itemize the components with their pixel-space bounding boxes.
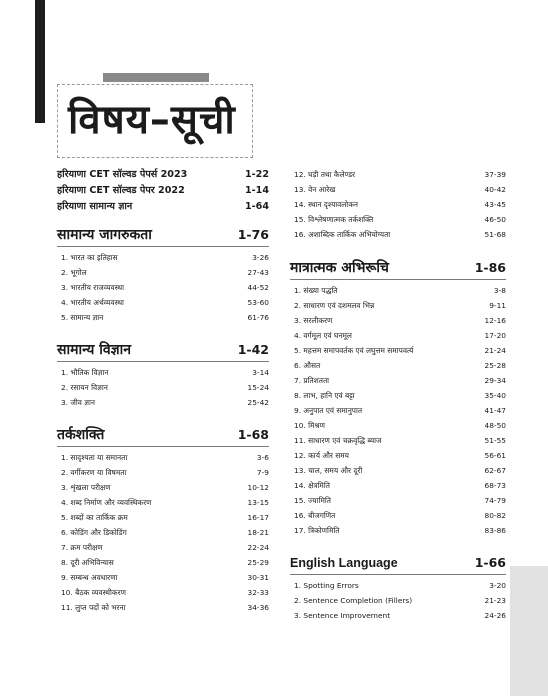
section-heading-gk: [57, 225, 269, 247]
item-pages: 56-61: [484, 451, 506, 460]
item-pages: 3-6: [256, 453, 269, 462]
item-label: 15. ज्यामिति: [294, 496, 331, 505]
toc-item: [290, 182, 506, 197]
section-title: सामान्य विज्ञान: [57, 342, 131, 358]
toc-item: [290, 343, 506, 358]
item-label: 4. वर्गमूल एवं घनमूल: [294, 331, 352, 340]
section-pages: 1-76: [237, 227, 269, 242]
item-pages: 29-34: [484, 376, 506, 385]
item-pages: 30-31: [247, 573, 269, 582]
item-label: 5. शब्दों का तार्किक क्रम: [61, 513, 128, 522]
toc-left-column: [57, 167, 269, 615]
page-title: विषय–सूची: [68, 97, 236, 143]
section-heading-quant: [290, 258, 506, 280]
item-pages: 32-33: [247, 588, 269, 597]
decorative-grey-tab: [510, 566, 548, 696]
item-label: 9. सम्बन्ध अवधारणा: [61, 573, 118, 582]
toc-item: [57, 280, 269, 295]
item-pages: 18-21: [247, 528, 269, 537]
section-pages: 1-66: [474, 555, 506, 570]
toc-item: [57, 380, 269, 395]
item-label: 1. संख्या पद्धति: [294, 286, 338, 295]
item-pages: 22-24: [247, 543, 269, 552]
toc-right-column: [290, 167, 506, 623]
toc-top-entry: [57, 167, 269, 183]
item-label: 1. सादृश्यता या समानता: [61, 453, 128, 462]
section-items-english: [290, 578, 506, 623]
toc-item: [290, 578, 506, 593]
section-pages: 1-86: [474, 260, 506, 275]
item-label: 3. Sentence Improvement: [294, 611, 391, 620]
toc-item: [57, 310, 269, 325]
toc-item: [57, 250, 269, 265]
toc-item: [290, 388, 506, 403]
section-title: तर्कशक्ति: [57, 427, 105, 443]
toc-item: [290, 197, 506, 212]
item-label: 10. बैठक व्यवस्थीकरण: [61, 588, 126, 597]
toc-top-entry: [57, 183, 269, 199]
item-label: 2. साधारण एवं दशमलव भिन्न: [294, 301, 375, 310]
section-title: सामान्य जागरुकता: [57, 227, 152, 243]
toc-item: [57, 295, 269, 310]
item-pages: 62-67: [484, 466, 506, 475]
item-label: 7. क्रम परीक्षण: [61, 543, 103, 552]
item-label: 7. प्रतिशतता: [294, 376, 330, 385]
item-pages: 3-26: [252, 253, 269, 262]
entry-label: हरियाणा CET सॉल्वड पेपर्स 2023: [57, 169, 188, 180]
item-pages: 74-79: [484, 496, 506, 505]
item-label: 13. चाल, समय और दूरी: [294, 466, 363, 475]
item-pages: 48-50: [484, 421, 506, 430]
toc-item: [57, 540, 269, 555]
toc-item: [57, 395, 269, 410]
item-pages: 51-68: [484, 230, 506, 239]
item-label: 2. Sentence Completion (Fillers): [294, 596, 413, 605]
toc-item: [57, 265, 269, 280]
item-pages: 83-86: [484, 526, 506, 535]
item-pages: 44-52: [247, 283, 269, 292]
toc-item: [57, 365, 269, 380]
item-pages: 37-39: [484, 170, 506, 179]
toc-item: [290, 167, 506, 182]
toc-item: [290, 448, 506, 463]
item-pages: 10-12: [247, 483, 269, 492]
toc-item: [290, 283, 506, 298]
entry-label: हरियाणा सामान्य ज्ञान: [57, 201, 133, 212]
section-items-quant: [290, 283, 506, 538]
item-label: 3. भारतीय राजव्यवस्था: [61, 283, 125, 292]
toc-item: [57, 465, 269, 480]
toc-item: [57, 570, 269, 585]
toc-top-entry: [57, 199, 269, 215]
item-label: 2. भूगोल: [61, 268, 87, 277]
item-pages: 68-73: [484, 481, 506, 490]
section-pages: 1-68: [237, 427, 269, 442]
item-label: 14. क्षेत्रमिति: [294, 481, 330, 490]
item-pages: 53-60: [247, 298, 269, 307]
section-items-gk: [57, 250, 269, 325]
item-pages: 3-8: [493, 286, 506, 295]
section-title: English Language: [290, 556, 398, 570]
item-label: 6. कोडिंग और डिकोडिंग: [61, 528, 127, 537]
item-label: 15. विश्लेषणात्मक तर्कशक्ति: [294, 215, 374, 224]
item-pages: 17-20: [484, 331, 506, 340]
item-label: 17. त्रिकोणमिति: [294, 526, 340, 535]
item-label: 11. साधारण एवं चक्रवृद्धि ब्याज: [294, 436, 382, 445]
item-label: 8. दूरी अभिविन्यास: [61, 558, 114, 567]
item-label: 3. सरलीकरण: [294, 316, 333, 325]
item-pages: 25-28: [484, 361, 506, 370]
toc-item: [290, 508, 506, 523]
section-items-reasoning: [57, 450, 269, 615]
item-label: 10. मिश्रण: [294, 421, 326, 430]
item-pages: 25-29: [247, 558, 269, 567]
item-label: 9. अनुपात एवं समानुपात: [294, 406, 363, 415]
toc-item: [290, 523, 506, 538]
item-pages: 13-15: [247, 498, 269, 507]
toc-item: [57, 585, 269, 600]
toc-item: [290, 493, 506, 508]
item-label: 16. अशाब्दिक तार्किक अभियोग्यता: [294, 230, 391, 239]
toc-item: [290, 298, 506, 313]
toc-item: [57, 510, 269, 525]
item-label: 4. शब्द निर्माण और व्यवस्थिकरण: [61, 498, 152, 507]
item-pages: 9-11: [489, 301, 506, 310]
section-heading-science: [57, 340, 269, 362]
toc-item: [57, 600, 269, 615]
item-pages: 40-42: [484, 185, 506, 194]
item-pages: 12-16: [484, 316, 506, 325]
toc-item: [57, 480, 269, 495]
toc-item: [290, 313, 506, 328]
item-label: 12. कार्य और समय: [294, 451, 349, 460]
item-label: 2. वर्गीकरण या विषमता: [61, 468, 127, 477]
item-label: 1. भौतिक विज्ञान: [61, 368, 109, 377]
item-label: 14. स्थान दृश्यावलोकन: [294, 200, 358, 209]
title-decor-strip: [103, 73, 209, 82]
item-pages: 46-50: [484, 215, 506, 224]
toc-item: [290, 593, 506, 608]
item-label: 3. शृंखला परीक्षण: [61, 483, 111, 492]
title-box: [57, 84, 253, 158]
toc-item: [290, 403, 506, 418]
section-pages: 1-42: [237, 342, 269, 357]
item-label: 13. वेन आरेख: [294, 185, 336, 194]
toc-item: [290, 463, 506, 478]
toc-item: [290, 358, 506, 373]
item-pages: 15-24: [247, 383, 269, 392]
toc-item: [57, 495, 269, 510]
item-label: 11. लुप्त पदों को भरना: [61, 603, 126, 612]
item-label: 16. बीजगणित: [294, 511, 336, 520]
decorative-black-bar: [35, 0, 45, 123]
toc-item: [290, 433, 506, 448]
section-items-science: [57, 365, 269, 410]
item-pages: 43-45: [484, 200, 506, 209]
item-pages: 3-14: [252, 368, 269, 377]
toc-item: [57, 525, 269, 540]
toc-item: [290, 478, 506, 493]
item-label: 5. सामान्य ज्ञान: [61, 313, 104, 322]
item-label: 3. जीव ज्ञान: [61, 398, 96, 407]
toc-item: [57, 450, 269, 465]
item-label: 6. औसत: [294, 361, 321, 370]
item-label: 8. लाभ, हानि एवं बट्टा: [294, 391, 355, 400]
item-pages: 41-47: [484, 406, 506, 415]
item-label: 1. भारत का इतिहास: [61, 253, 118, 262]
item-pages: 25-42: [247, 398, 269, 407]
item-pages: 61-76: [247, 313, 269, 322]
section-heading-english: [290, 553, 506, 575]
item-pages: 80-82: [484, 511, 506, 520]
toc-item: [57, 555, 269, 570]
toc-item: [290, 227, 506, 242]
toc-item: [290, 373, 506, 388]
toc-item: [290, 212, 506, 227]
section-items-reasoning-continued: [290, 167, 506, 242]
section-heading-reasoning: [57, 425, 269, 447]
item-pages: 16-17: [247, 513, 269, 522]
entry-pages: 1-64: [244, 201, 269, 212]
item-label: 12. घड़ी तथा कैलेण्डर: [294, 170, 356, 179]
entry-pages: 1-14: [244, 185, 269, 196]
item-pages: 34-36: [247, 603, 269, 612]
section-title: मात्रात्मक अभिरूचि: [290, 260, 389, 276]
entry-pages: 1-22: [244, 169, 269, 180]
item-pages: 51-55: [484, 436, 506, 445]
item-label: 1. Spotting Errors: [294, 581, 359, 590]
toc-item: [290, 328, 506, 343]
toc-item: [290, 418, 506, 433]
item-pages: 7-9: [256, 468, 269, 477]
item-pages: 27-43: [247, 268, 269, 277]
item-label: 5. महत्तम समापवर्तक एवं लघुत्तम समापवर्त्य: [294, 346, 414, 355]
item-pages: 24-26: [484, 611, 506, 620]
item-pages: 35-40: [484, 391, 506, 400]
item-pages: 21-23: [484, 596, 506, 605]
toc-item: [290, 608, 506, 623]
item-label: 2. रसायन विज्ञान: [61, 383, 108, 392]
item-pages: 21-24: [484, 346, 506, 355]
item-label: 4. भारतीय अर्थव्यवस्था: [61, 298, 124, 307]
entry-label: हरियाणा CET सॉल्वड पेपर 2022: [57, 185, 185, 196]
item-pages: 3-20: [489, 581, 506, 590]
